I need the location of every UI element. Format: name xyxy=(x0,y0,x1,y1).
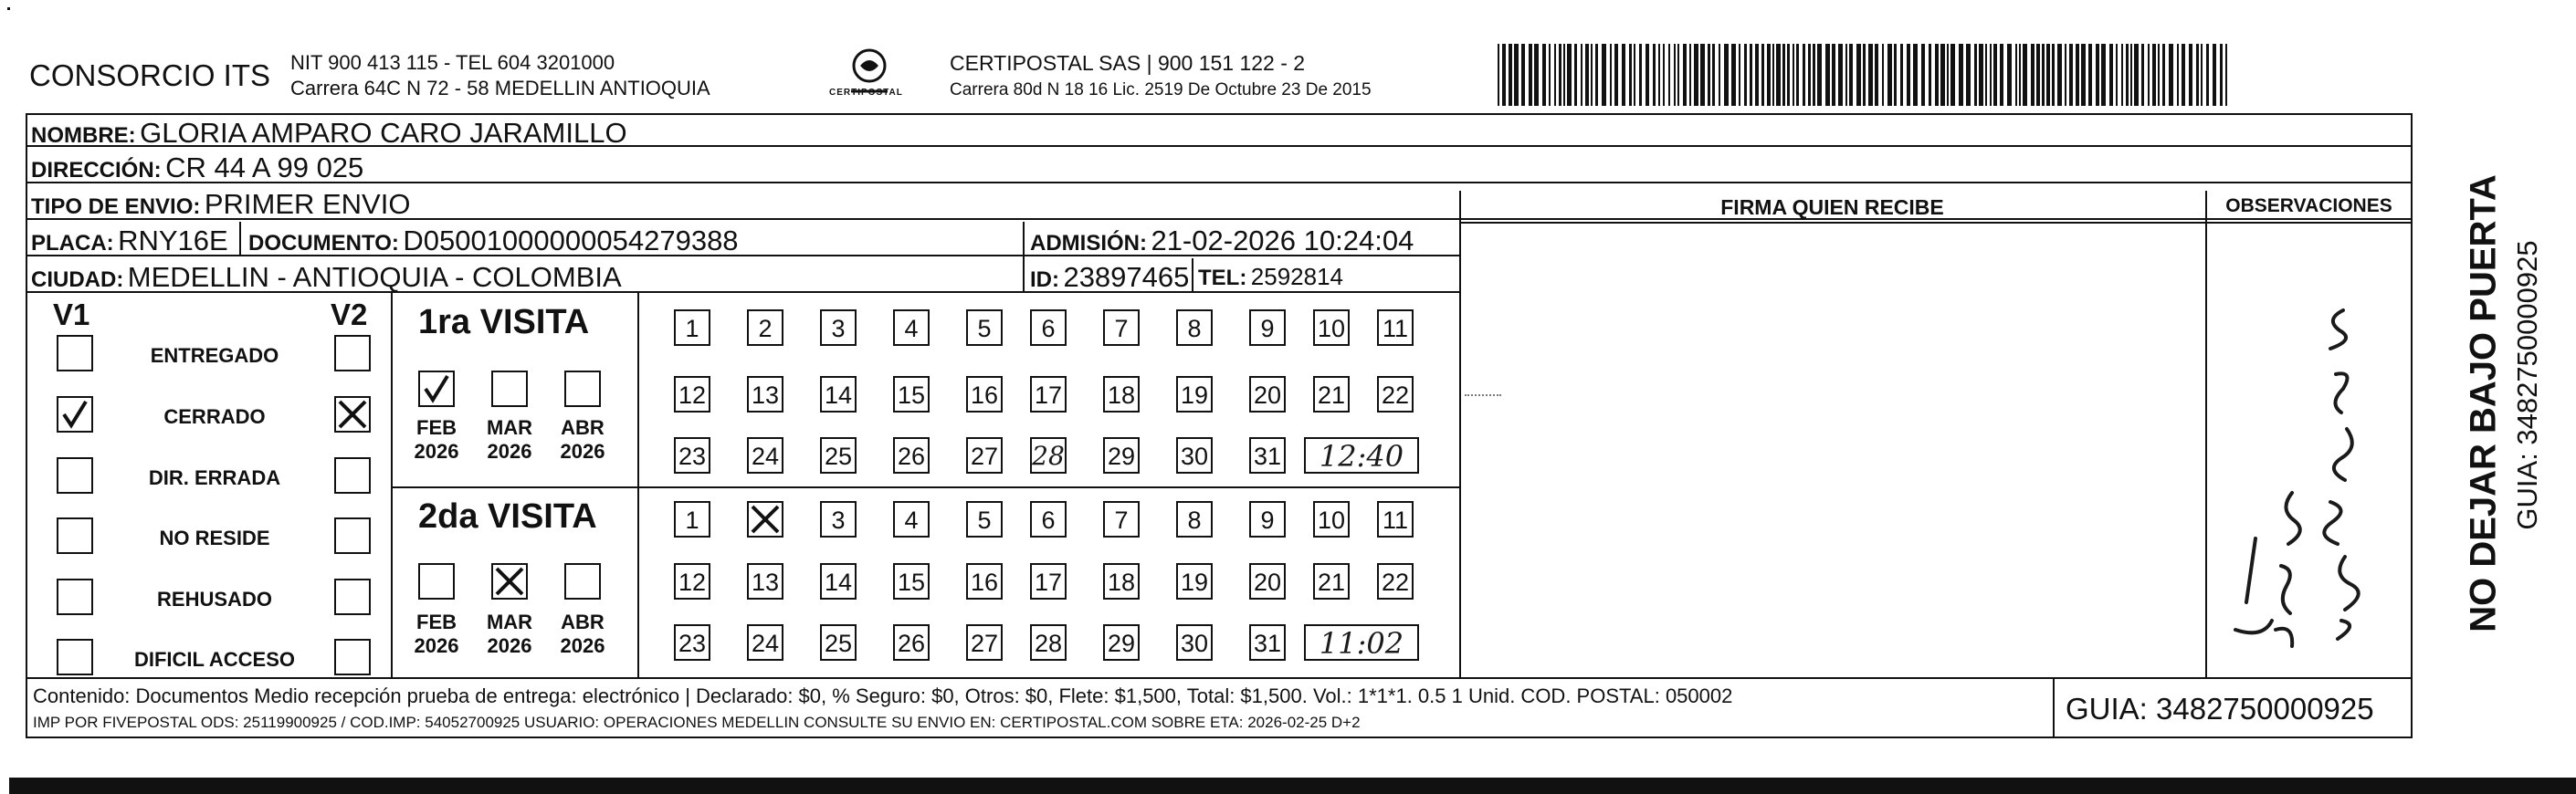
company-address: Carrera 64C N 72 - 58 MEDELLIN ANTIOQUIA xyxy=(290,77,710,99)
day-box: 3 xyxy=(820,309,857,346)
barcode-bar xyxy=(1875,44,1878,106)
barcode-bar xyxy=(2126,44,2129,106)
id-field xyxy=(1030,261,1189,294)
barcode-bar xyxy=(2046,44,2050,106)
barcode-bar xyxy=(2116,44,2118,106)
barcode-bar xyxy=(1529,44,1532,106)
day-box: 30 xyxy=(1176,437,1213,474)
day-box: 17 xyxy=(1030,376,1067,413)
month-checkbox xyxy=(564,563,601,600)
barcode-bar xyxy=(2101,44,2106,106)
barcode-bar xyxy=(1776,44,1781,106)
day-box: 14 xyxy=(820,563,857,600)
company-name: CONSORCIO ITS xyxy=(29,58,271,92)
day-box: 13 xyxy=(747,563,783,600)
visit-time-box: 11:02 xyxy=(1304,624,1419,661)
id-value: 23897465 xyxy=(1063,261,1190,293)
barcode-bar xyxy=(1808,44,1811,106)
barcode-bar xyxy=(1731,44,1736,106)
day-box: 27 xyxy=(966,624,1003,661)
barcode-bar xyxy=(1581,44,1582,106)
status-label: REHUSADO xyxy=(157,588,272,611)
day-box: 19 xyxy=(1176,376,1213,413)
status-label: CERRADO xyxy=(163,405,266,428)
barcode-bar xyxy=(1868,44,1873,106)
month-year: 2026 xyxy=(487,440,532,463)
month-year: 2026 xyxy=(487,634,532,657)
month-year: 2026 xyxy=(414,440,459,463)
day-box: 29 xyxy=(1103,624,1140,661)
barcode-bar xyxy=(1894,44,1897,106)
id-label: ID: xyxy=(1030,267,1059,292)
day-box: 10 xyxy=(1313,501,1350,538)
v2-heading: V2 xyxy=(331,298,368,331)
corner-mark xyxy=(7,7,10,10)
month-label: FEB xyxy=(416,611,457,633)
barcode-bar xyxy=(1677,44,1679,106)
logo-caption: CERTIPOSTAL xyxy=(829,88,903,98)
barcode-bar xyxy=(1509,44,1512,106)
day-box: 31 xyxy=(1249,624,1286,661)
barcode-bar xyxy=(2182,44,2185,106)
day-box: 22 xyxy=(1377,376,1414,413)
documento-label: DOCUMENTO: xyxy=(248,231,399,256)
day-box: 28 xyxy=(1030,437,1067,474)
day-box: 7 xyxy=(1103,501,1140,538)
visit1-title: 1ra VISITA xyxy=(418,303,590,341)
nombre-field xyxy=(31,117,627,150)
barcode-bar xyxy=(1796,44,1799,106)
day-box: 27 xyxy=(966,437,1003,474)
barcode-bar xyxy=(1900,44,1903,106)
barcode-bar xyxy=(1712,44,1715,106)
barcode-bar xyxy=(1622,44,1625,106)
tel-value: 2592814 xyxy=(1250,263,1344,290)
admision-value: 21-02-2026 10:24:04 xyxy=(1151,225,1414,256)
day-box: 11 xyxy=(1377,309,1414,346)
direccion-field xyxy=(31,151,363,184)
barcode-bar xyxy=(2213,44,2216,106)
barcode-bar xyxy=(1838,44,1843,106)
day-box: 7 xyxy=(1103,309,1140,346)
barcode-bar xyxy=(2023,44,2027,106)
ciudad-field xyxy=(31,261,622,294)
barcode-bar xyxy=(2081,44,2086,106)
barcode-bar xyxy=(2206,44,2209,106)
day-box: 23 xyxy=(674,624,710,661)
month-label: ABR xyxy=(561,416,605,439)
barcode-bar xyxy=(1817,44,1822,106)
barcode-bar xyxy=(1683,44,1687,106)
barcode-bar xyxy=(1542,44,1546,106)
v1-checkbox xyxy=(57,457,93,494)
v2-checkbox xyxy=(334,639,371,675)
v1-checkbox xyxy=(57,639,93,675)
barcode-bar xyxy=(1767,44,1771,106)
barcode-bar xyxy=(1498,44,1499,106)
barcode-bar xyxy=(1610,44,1612,106)
barcode-bar xyxy=(1744,44,1747,106)
barcode-bar xyxy=(1663,44,1665,106)
barcode-bar xyxy=(2031,44,2035,106)
barcode-bar xyxy=(1514,44,1519,106)
day-box: 5 xyxy=(966,501,1003,538)
barcode-bar xyxy=(1502,44,1506,106)
barcode-bar xyxy=(1935,44,1939,106)
day-box: 22 xyxy=(1377,563,1414,600)
v1-checkbox xyxy=(57,396,93,433)
status-label: ENTREGADO xyxy=(150,344,279,367)
barcode-bar xyxy=(2158,44,2160,106)
day-box: 9 xyxy=(1249,309,1286,346)
barcode-bar xyxy=(1825,44,1830,106)
barcode-bar xyxy=(2036,44,2040,106)
day-box: 1 xyxy=(674,309,710,346)
bottom-edge-bar xyxy=(9,778,2576,794)
day-box: 4 xyxy=(893,501,930,538)
day-box: 15 xyxy=(893,376,930,413)
barcode-bar xyxy=(1700,44,1705,106)
barcode-bar xyxy=(1985,44,1987,106)
barcode-bar xyxy=(2096,44,2099,106)
tel-label: TEL: xyxy=(1198,266,1247,290)
admision-field xyxy=(1030,225,1414,257)
documento-field xyxy=(248,225,739,257)
barcode-bar xyxy=(1990,44,1992,106)
day-box: 25 xyxy=(820,437,857,474)
barcode-bar xyxy=(1974,44,1977,106)
barcode-bar xyxy=(1782,44,1785,106)
barcode-bar xyxy=(1595,44,1598,106)
footer-print-info: IMP POR FIVEPOSTAL ODS: 25119900925 / COD.IMP: 54052700925 USUARIO: OPERACIONES MEDELLIN CONSULTE SU ENVIO EN: CERTIPOSTAL.COM SOBRE ETA: 2026-02-25 D+2 xyxy=(33,714,1361,731)
day-box: 1 xyxy=(674,501,710,538)
barcode-bar xyxy=(1813,44,1815,106)
nombre-label: NOMBRE: xyxy=(31,123,136,148)
barcode-bar xyxy=(2069,44,2073,106)
barcode-bar xyxy=(1694,44,1698,106)
barcode-bar xyxy=(2201,44,2203,106)
tel-field xyxy=(1198,263,1343,291)
barcode-bar xyxy=(1966,44,1971,106)
barcode-bar xyxy=(2134,44,2139,106)
month-year: 2026 xyxy=(560,440,605,463)
barcode-bar xyxy=(1793,44,1794,106)
documento-value: D05001000000054279388 xyxy=(403,225,739,256)
day-box: 13 xyxy=(747,376,783,413)
status-label: DIFICIL ACCESO xyxy=(133,648,295,671)
day-box: 8 xyxy=(1176,501,1213,538)
visit-time-box: 12:40 xyxy=(1304,437,1419,474)
barcode-bar xyxy=(1959,44,1963,106)
day-box: 29 xyxy=(1103,437,1140,474)
tipo-envio-value: PRIMER ENVIO xyxy=(204,188,411,220)
day-box: 24 xyxy=(747,437,783,474)
barcode-bar xyxy=(1739,44,1740,106)
barcode-bar xyxy=(2015,44,2017,106)
barcode-bar xyxy=(1803,44,1805,106)
day-box: 31 xyxy=(1249,437,1286,474)
day-box: 10 xyxy=(1313,309,1350,346)
status-label: NO RESIDE xyxy=(159,527,270,549)
barcode-bar xyxy=(2019,44,2021,106)
month-label: MAR xyxy=(486,611,533,633)
barcode-bar xyxy=(1907,44,1910,106)
barcode-bar xyxy=(1591,44,1593,106)
day-box: 16 xyxy=(966,376,1003,413)
day-box: 14 xyxy=(820,376,857,413)
barcode-bar xyxy=(1849,44,1853,106)
certipostal-line1: CERTIPOSTAL SAS | 900 151 122 - 2 xyxy=(950,51,1306,75)
barcode-bar xyxy=(2225,44,2227,106)
day-box: 21 xyxy=(1313,563,1350,600)
day-box: 8 xyxy=(1176,309,1213,346)
barcode-bar xyxy=(2141,44,2144,106)
barcode-bar xyxy=(2057,44,2062,106)
barcode-bar xyxy=(1887,44,1892,106)
side-warning: NO DEJAR BAJO PUERTA xyxy=(2463,174,2504,632)
barcode-bar xyxy=(2162,44,2165,106)
barcode-bar xyxy=(1772,44,1774,106)
barcode-bar xyxy=(1832,44,1835,106)
barcode-bar xyxy=(1668,44,1670,106)
month-label: ABR xyxy=(561,611,605,633)
barcode-bar xyxy=(2088,44,2092,106)
direccion-label: DIRECCIÓN: xyxy=(31,158,162,183)
barcode-bar xyxy=(1689,44,1691,106)
visit2-title: 2da VISITA xyxy=(418,497,597,536)
barcode-bar xyxy=(2121,44,2123,106)
day-box: 12 xyxy=(674,376,710,413)
v2-checkbox xyxy=(334,579,371,615)
day-box: 24 xyxy=(747,624,783,661)
barcode-bar xyxy=(2152,44,2156,106)
month-checkbox xyxy=(418,563,455,600)
day-box: 12 xyxy=(674,563,710,600)
barcode-bar xyxy=(1845,44,1847,106)
barcode-bar xyxy=(2196,44,2199,106)
day-box: 3 xyxy=(820,501,857,538)
barcode-bar xyxy=(2130,44,2132,106)
day-box: 28 xyxy=(1030,624,1067,661)
barcode-bar xyxy=(1950,44,1955,106)
placa-label: PLACA: xyxy=(31,231,114,256)
v1-checkbox xyxy=(57,579,93,615)
nombre-value: GLORIA AMPARO CARO JARAMILLO xyxy=(140,117,627,149)
barcode-bar xyxy=(2065,44,2066,106)
barcode-bar xyxy=(1554,44,1556,106)
barcode-bar xyxy=(2000,44,2003,106)
barcode-bar xyxy=(1645,44,1649,106)
month-year: 2026 xyxy=(560,634,605,657)
day-box: 2 xyxy=(747,309,783,346)
barcode-bar xyxy=(1863,44,1866,106)
day-box: 20 xyxy=(1249,563,1286,600)
signature-header: FIRMA QUIEN RECIBE xyxy=(1720,195,1944,219)
day-box: 6 xyxy=(1030,309,1067,346)
day-box: 9 xyxy=(1249,501,1286,538)
barcode-bar xyxy=(1947,44,1949,106)
barcode-bar xyxy=(2007,44,2012,106)
day-box: 19 xyxy=(1176,563,1213,600)
barcode-bar xyxy=(2177,44,2179,106)
barcode-bar xyxy=(1521,44,1525,106)
barcode-bar xyxy=(1653,44,1656,106)
barcode-bar xyxy=(1559,44,1561,106)
side-guia: GUIA: 3482750000925 xyxy=(2511,240,2543,530)
v2-checkbox xyxy=(334,396,371,433)
barcode-bar xyxy=(2169,44,2173,106)
day-box: 25 xyxy=(820,624,857,661)
month-checkbox xyxy=(491,563,528,600)
direccion-value: CR 44 A 99 025 xyxy=(165,151,364,183)
barcode-bar xyxy=(2189,44,2192,106)
barcode-bar xyxy=(1563,44,1565,106)
barcode-bar xyxy=(1534,44,1539,106)
day-box: 23 xyxy=(674,437,710,474)
barcode-bar xyxy=(1602,44,1606,106)
day-box: 26 xyxy=(893,624,930,661)
dotted-mark xyxy=(1465,394,1501,396)
barcode-bar xyxy=(1750,44,1752,106)
barcode-bar xyxy=(2220,44,2223,106)
barcode-bar xyxy=(1921,44,1925,106)
barcode-bar xyxy=(2052,44,2055,106)
barcode-bar xyxy=(1658,44,1660,106)
v2-checkbox xyxy=(334,457,371,494)
barcode-bar xyxy=(1882,44,1884,106)
day-box: 18 xyxy=(1103,376,1140,413)
barcode-bar xyxy=(1787,44,1790,106)
barcode-bar xyxy=(1549,44,1551,106)
tipo-envio-label: TIPO DE ENVIO: xyxy=(31,194,201,219)
barcode-bar xyxy=(1674,44,1676,106)
day-box xyxy=(747,501,783,538)
day-box: 17 xyxy=(1030,563,1067,600)
v1-checkbox xyxy=(57,335,93,371)
day-box: 15 xyxy=(893,563,930,600)
barcode-bar xyxy=(1585,44,1589,106)
barcode-bar xyxy=(1724,44,1729,106)
certipostal-line2: Carrera 80d N 18 16 Lic. 2519 De Octubre 23 De 2015 xyxy=(950,80,1372,99)
tipo-envio-field xyxy=(31,188,410,221)
barcode-bar xyxy=(1567,44,1572,106)
barcode-bar xyxy=(1856,44,1861,106)
day-box: 30 xyxy=(1176,624,1213,661)
admision-label: ADMISIÓN: xyxy=(1030,231,1147,256)
barcode-bar xyxy=(1993,44,1997,106)
status-label: DIR. ERRADA xyxy=(148,466,281,489)
day-box: 5 xyxy=(966,309,1003,346)
day-box: 6 xyxy=(1030,501,1067,538)
barcode-bar xyxy=(1913,44,1918,106)
v1-heading: V1 xyxy=(53,298,90,331)
v2-checkbox xyxy=(334,335,371,371)
barcode-bar xyxy=(1940,44,1945,106)
ciudad-value: MEDELLIN - ANTIOQUIA - COLOMBIA xyxy=(127,261,622,293)
barcode-bar xyxy=(1929,44,1931,106)
barcode-bar xyxy=(2148,44,2150,106)
barcode-bar xyxy=(2076,44,2079,106)
month-label: FEB xyxy=(416,416,457,439)
day-box: 20 xyxy=(1249,376,1286,413)
barcode-bar xyxy=(1634,44,1635,106)
placa-field xyxy=(31,225,228,257)
month-checkbox xyxy=(491,371,528,407)
day-box: 21 xyxy=(1313,376,1350,413)
observations-header: OBSERVACIONES xyxy=(2225,195,2392,216)
barcode-bar xyxy=(1719,44,1720,106)
barcode-bar xyxy=(1755,44,1759,106)
day-box: 16 xyxy=(966,563,1003,600)
barcode-bar xyxy=(1979,44,1983,106)
month-label: MAR xyxy=(486,416,533,439)
day-box: 4 xyxy=(893,309,930,346)
observations-handwriting xyxy=(2208,228,2409,674)
month-checkbox xyxy=(564,371,601,407)
v1-checkbox xyxy=(57,517,93,554)
v2-checkbox xyxy=(334,517,371,554)
barcode-bar xyxy=(1761,44,1764,106)
day-box: 26 xyxy=(893,437,930,474)
month-year: 2026 xyxy=(414,634,459,657)
barcode-bar xyxy=(1708,44,1710,106)
placa-value: RNY16E xyxy=(118,225,228,256)
footer-guia: GUIA: 3482750000925 xyxy=(2066,692,2374,726)
footer-contents: Contenido: Documentos Medio recepción prueba de entrega: electrónico | Declarado: $0, % Seguro: $0, Otros: $0, Flete: $1,500, Total: $1,500. Vol.: 1*1*1. 0.5 1 Unid. COD. POSTAL: 050002 xyxy=(33,684,1733,707)
barcode-bar xyxy=(1574,44,1577,106)
barcode-bar xyxy=(2042,44,2045,106)
ciudad-label: CIUDAD: xyxy=(31,267,124,292)
barcode-bar xyxy=(1629,44,1632,106)
barcode-bar xyxy=(1639,44,1642,106)
barcode-bar xyxy=(2109,44,2113,106)
day-box: 18 xyxy=(1103,563,1140,600)
day-box: 11 xyxy=(1377,501,1414,538)
month-checkbox xyxy=(418,371,455,407)
company-nit: NIT 900 413 115 - TEL 604 3201000 xyxy=(290,51,615,74)
barcode-bar xyxy=(1614,44,1618,106)
barcode xyxy=(1498,44,2228,106)
